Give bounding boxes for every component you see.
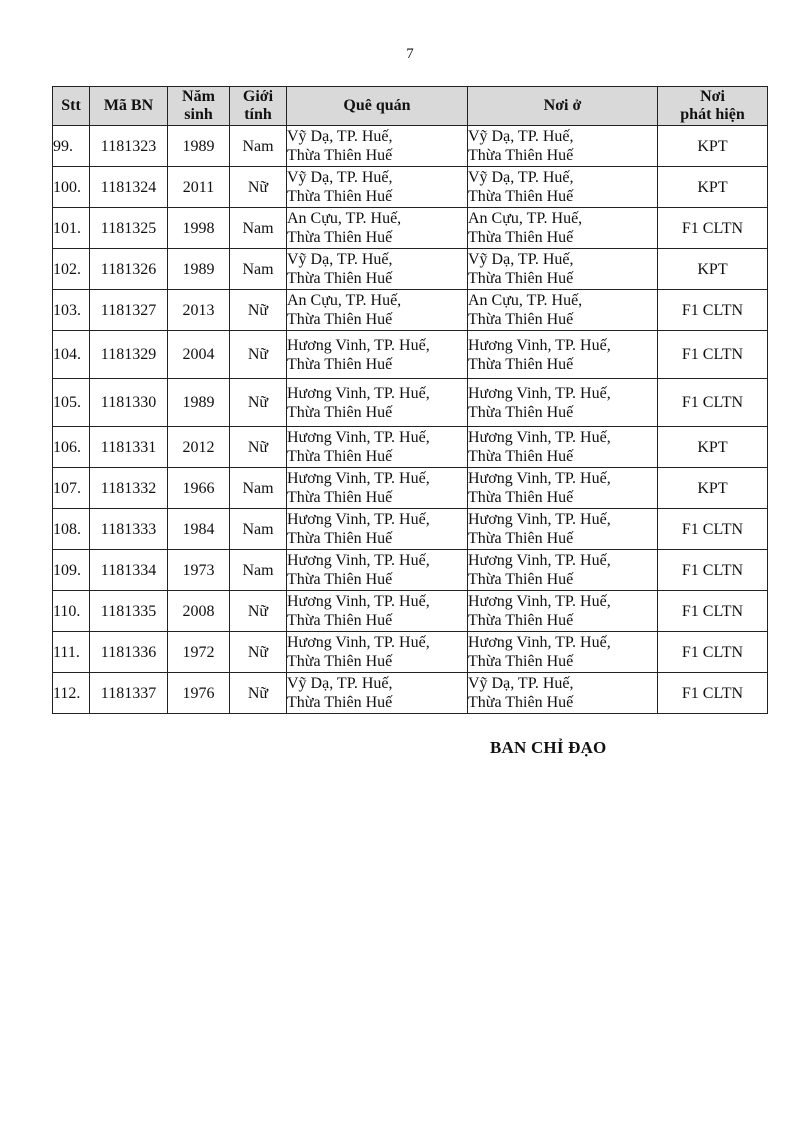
header-gioi-tinh-line1: Giới bbox=[242, 88, 274, 105]
cell-que-quan-line2: Thừa Thiên Huế bbox=[287, 147, 393, 164]
cell-nam-sinh: 1976 bbox=[168, 673, 230, 714]
cell-noi-o-line1: Hương Vinh, TP. Huế, bbox=[468, 336, 611, 354]
patient-table bbox=[52, 86, 768, 714]
cell-nam-sinh: 2012 bbox=[168, 427, 230, 468]
cell-stt: 106. bbox=[53, 427, 90, 468]
cell-que-quan bbox=[287, 427, 468, 468]
cell-stt: 111. bbox=[53, 632, 90, 673]
cell-stt: 102. bbox=[53, 249, 90, 290]
cell-nam-sinh: 1984 bbox=[168, 509, 230, 550]
cell-gioi-tinh: Nam bbox=[230, 208, 287, 249]
table-row bbox=[53, 249, 768, 290]
cell-gioi-tinh: Nữ bbox=[230, 167, 287, 208]
header-noi-phat-hien bbox=[658, 87, 768, 126]
cell-que-quan-line2: Thừa Thiên Huế bbox=[287, 448, 393, 465]
cell-noi-o-line2: Thừa Thiên Huế bbox=[468, 489, 574, 506]
cell-que-quan bbox=[287, 249, 468, 290]
cell-noi-o-line2: Thừa Thiên Huế bbox=[468, 147, 574, 164]
cell-que-quan-line2: Thừa Thiên Huế bbox=[287, 270, 393, 287]
signature-title: BAN CHỈ ĐẠO bbox=[490, 738, 607, 757]
cell-ma-bn: 1181324 bbox=[90, 167, 168, 208]
page-number: 7 bbox=[406, 46, 414, 62]
table-row bbox=[53, 126, 768, 167]
cell-noi-o-line1: An Cựu, TP. Huế, bbox=[468, 292, 583, 309]
cell-noi-o-line2: Thừa Thiên Huế bbox=[468, 229, 574, 246]
table-row bbox=[53, 468, 768, 509]
cell-noi-phat-hien: F1 CLTN bbox=[658, 208, 768, 249]
table-body bbox=[53, 126, 768, 714]
cell-nam-sinh: 1989 bbox=[168, 126, 230, 167]
cell-que-quan bbox=[287, 509, 468, 550]
cell-nam-sinh: 2004 bbox=[168, 331, 230, 379]
table-header-row bbox=[53, 87, 768, 126]
cell-noi-phat-hien: F1 CLTN bbox=[658, 509, 768, 550]
cell-noi-phat-hien: F1 CLTN bbox=[658, 632, 768, 673]
cell-que-quan bbox=[287, 167, 468, 208]
cell-noi-o bbox=[468, 249, 658, 290]
cell-que-quan bbox=[287, 290, 468, 331]
cell-noi-o-line1: Vỹ Dạ, TP. Huế, bbox=[468, 169, 574, 186]
cell-noi-o-line2: Thừa Thiên Huế bbox=[468, 530, 574, 547]
cell-que-quan-line2: Thừa Thiên Huế bbox=[287, 653, 393, 670]
header-ma-bn: Mã BN bbox=[90, 87, 168, 126]
cell-gioi-tinh: Nữ bbox=[230, 632, 287, 673]
cell-que-quan-line1: Hương Vinh, TP. Huế, bbox=[287, 593, 430, 610]
cell-nam-sinh: 2013 bbox=[168, 290, 230, 331]
cell-ma-bn: 1181333 bbox=[90, 509, 168, 550]
cell-noi-o-line1: Hương Vinh, TP. Huế, bbox=[468, 552, 611, 569]
cell-que-quan-line1: Hương Vinh, TP. Huế, bbox=[287, 470, 430, 487]
table-row bbox=[53, 167, 768, 208]
cell-noi-o-line1: Vỹ Dạ, TP. Huế, bbox=[468, 251, 574, 268]
cell-ma-bn: 1181335 bbox=[90, 591, 168, 632]
cell-que-quan-line1: Vỹ Dạ, TP. Huế, bbox=[287, 169, 393, 186]
header-noi-o: Nơi ở bbox=[468, 87, 658, 126]
table-row bbox=[53, 550, 768, 591]
cell-noi-phat-hien: KPT bbox=[658, 468, 768, 509]
cell-gioi-tinh: Nữ bbox=[230, 427, 287, 468]
cell-que-quan-line1: An Cựu, TP. Huế, bbox=[287, 210, 402, 227]
cell-que-quan-line1: Hương Vinh, TP. Huế, bbox=[287, 429, 430, 446]
cell-gioi-tinh: Nữ bbox=[230, 673, 287, 714]
header-gioi-tinh bbox=[230, 87, 287, 126]
table-row bbox=[53, 379, 768, 427]
cell-nam-sinh: 1989 bbox=[168, 379, 230, 427]
cell-que-quan-line2: Thừa Thiên Huế bbox=[287, 530, 393, 547]
cell-stt: 107. bbox=[53, 468, 90, 509]
cell-ma-bn: 1181331 bbox=[90, 427, 168, 468]
cell-gioi-tinh: Nam bbox=[230, 249, 287, 290]
cell-gioi-tinh: Nam bbox=[230, 468, 287, 509]
cell-stt: 99. bbox=[53, 126, 90, 167]
cell-noi-o bbox=[468, 331, 658, 379]
cell-que-quan bbox=[287, 331, 468, 379]
cell-stt: 108. bbox=[53, 509, 90, 550]
cell-ma-bn: 1181325 bbox=[90, 208, 168, 249]
cell-que-quan-line2: Thừa Thiên Huế bbox=[287, 311, 393, 328]
cell-noi-phat-hien: F1 CLTN bbox=[658, 290, 768, 331]
cell-noi-phat-hien: F1 CLTN bbox=[658, 591, 768, 632]
cell-gioi-tinh: Nữ bbox=[230, 290, 287, 331]
cell-stt: 100. bbox=[53, 167, 90, 208]
cell-que-quan-line2: Thừa Thiên Huế bbox=[287, 355, 393, 373]
cell-ma-bn: 1181330 bbox=[90, 379, 168, 427]
cell-noi-o-line1: An Cựu, TP. Huế, bbox=[468, 210, 583, 227]
cell-noi-phat-hien: F1 CLTN bbox=[658, 673, 768, 714]
cell-que-quan-line1: Vỹ Dạ, TP. Huế, bbox=[287, 251, 393, 268]
cell-que-quan-line2: Thừa Thiên Huế bbox=[287, 694, 393, 711]
cell-noi-o-line2: Thừa Thiên Huế bbox=[468, 311, 574, 328]
cell-noi-o bbox=[468, 167, 658, 208]
cell-que-quan bbox=[287, 632, 468, 673]
cell-noi-o-line1: Hương Vinh, TP. Huế, bbox=[468, 593, 611, 610]
cell-gioi-tinh: Nữ bbox=[230, 331, 287, 379]
cell-nam-sinh: 1973 bbox=[168, 550, 230, 591]
cell-que-quan-line1: Hương Vinh, TP. Huế, bbox=[287, 552, 430, 569]
cell-nam-sinh: 2011 bbox=[168, 167, 230, 208]
cell-noi-phat-hien: F1 CLTN bbox=[658, 550, 768, 591]
cell-que-quan-line1: Hương Vinh, TP. Huế, bbox=[287, 336, 430, 354]
cell-que-quan bbox=[287, 126, 468, 167]
cell-noi-o bbox=[468, 208, 658, 249]
cell-que-quan bbox=[287, 208, 468, 249]
cell-noi-o bbox=[468, 379, 658, 427]
header-nam-sinh bbox=[168, 87, 230, 126]
cell-ma-bn: 1181323 bbox=[90, 126, 168, 167]
cell-gioi-tinh: Nam bbox=[230, 509, 287, 550]
cell-que-quan-line2: Thừa Thiên Huế bbox=[287, 612, 393, 629]
cell-que-quan-line2: Thừa Thiên Huế bbox=[287, 188, 393, 205]
cell-stt: 112. bbox=[53, 673, 90, 714]
cell-stt: 103. bbox=[53, 290, 90, 331]
cell-noi-o-line2: Thừa Thiên Huế bbox=[468, 448, 574, 465]
cell-que-quan bbox=[287, 591, 468, 632]
cell-que-quan-line1: Vỹ Dạ, TP. Huế, bbox=[287, 128, 393, 145]
cell-noi-o-line2: Thừa Thiên Huế bbox=[468, 653, 574, 670]
cell-noi-o-line2: Thừa Thiên Huế bbox=[468, 188, 574, 205]
cell-noi-o-line2: Thừa Thiên Huế bbox=[468, 612, 574, 629]
cell-que-quan bbox=[287, 379, 468, 427]
table-row bbox=[53, 591, 768, 632]
header-noi-phat-hien-line2: phát hiện bbox=[680, 106, 745, 123]
header-noi-phat-hien-line1: Nơi bbox=[700, 88, 725, 105]
cell-noi-o-line2: Thừa Thiên Huế bbox=[468, 571, 574, 588]
cell-gioi-tinh: Nữ bbox=[230, 379, 287, 427]
cell-noi-o-line2: Thừa Thiên Huế bbox=[468, 355, 574, 373]
header-que-quan: Quê quán bbox=[287, 87, 468, 126]
cell-ma-bn: 1181329 bbox=[90, 331, 168, 379]
cell-que-quan-line1: Vỹ Dạ, TP. Huế, bbox=[287, 675, 393, 692]
cell-que-quan bbox=[287, 673, 468, 714]
header-gioi-tinh-line2: tính bbox=[244, 106, 272, 123]
cell-que-quan bbox=[287, 468, 468, 509]
cell-noi-o bbox=[468, 290, 658, 331]
cell-ma-bn: 1181337 bbox=[90, 673, 168, 714]
cell-noi-o bbox=[468, 468, 658, 509]
cell-ma-bn: 1181336 bbox=[90, 632, 168, 673]
cell-noi-o bbox=[468, 632, 658, 673]
cell-que-quan-line2: Thừa Thiên Huế bbox=[287, 571, 393, 588]
cell-stt: 105. bbox=[53, 379, 90, 427]
cell-noi-o bbox=[468, 673, 658, 714]
table-row bbox=[53, 632, 768, 673]
cell-noi-o bbox=[468, 509, 658, 550]
cell-noi-o-line1: Hương Vinh, TP. Huế, bbox=[468, 634, 611, 651]
cell-nam-sinh: 1972 bbox=[168, 632, 230, 673]
cell-noi-o-line1: Hương Vinh, TP. Huế, bbox=[468, 470, 611, 487]
cell-noi-phat-hien: KPT bbox=[658, 126, 768, 167]
cell-ma-bn: 1181326 bbox=[90, 249, 168, 290]
cell-noi-phat-hien: F1 CLTN bbox=[658, 331, 768, 379]
cell-stt: 104. bbox=[53, 331, 90, 379]
cell-noi-o-line1: Vỹ Dạ, TP. Huế, bbox=[468, 128, 574, 145]
cell-noi-o-line1: Hương Vinh, TP. Huế, bbox=[468, 511, 611, 528]
cell-que-quan-line1: An Cựu, TP. Huế, bbox=[287, 292, 402, 309]
cell-gioi-tinh: Nữ bbox=[230, 591, 287, 632]
cell-nam-sinh: 1998 bbox=[168, 208, 230, 249]
cell-noi-phat-hien: KPT bbox=[658, 249, 768, 290]
header-nam-sinh-line2: sinh bbox=[184, 106, 213, 123]
table-row bbox=[53, 427, 768, 468]
cell-noi-phat-hien: F1 CLTN bbox=[658, 379, 768, 427]
table-row bbox=[53, 673, 768, 714]
cell-nam-sinh: 1966 bbox=[168, 468, 230, 509]
cell-stt: 110. bbox=[53, 591, 90, 632]
cell-noi-phat-hien: KPT bbox=[658, 167, 768, 208]
cell-ma-bn: 1181332 bbox=[90, 468, 168, 509]
cell-que-quan bbox=[287, 550, 468, 591]
cell-que-quan-line2: Thừa Thiên Huế bbox=[287, 403, 393, 421]
cell-que-quan-line1: Hương Vinh, TP. Huế, bbox=[287, 634, 430, 651]
table-row bbox=[53, 509, 768, 550]
table-row bbox=[53, 208, 768, 249]
cell-noi-o-line2: Thừa Thiên Huế bbox=[468, 403, 574, 421]
cell-noi-phat-hien: KPT bbox=[658, 427, 768, 468]
cell-noi-o-line1: Vỹ Dạ, TP. Huế, bbox=[468, 675, 574, 692]
cell-gioi-tinh: Nam bbox=[230, 550, 287, 591]
cell-que-quan-line2: Thừa Thiên Huế bbox=[287, 229, 393, 246]
cell-stt: 101. bbox=[53, 208, 90, 249]
cell-noi-o bbox=[468, 591, 658, 632]
table-row bbox=[53, 331, 768, 379]
cell-nam-sinh: 1989 bbox=[168, 249, 230, 290]
cell-nam-sinh: 2008 bbox=[168, 591, 230, 632]
cell-ma-bn: 1181327 bbox=[90, 290, 168, 331]
cell-que-quan-line2: Thừa Thiên Huế bbox=[287, 489, 393, 506]
cell-noi-o-line2: Thừa Thiên Huế bbox=[468, 694, 574, 711]
table-row bbox=[53, 290, 768, 331]
cell-que-quan-line1: Hương Vinh, TP. Huế, bbox=[287, 384, 430, 402]
cell-noi-o bbox=[468, 427, 658, 468]
cell-stt: 109. bbox=[53, 550, 90, 591]
header-stt: Stt bbox=[53, 87, 90, 126]
cell-que-quan-line1: Hương Vinh, TP. Huế, bbox=[287, 511, 430, 528]
cell-noi-o-line1: Hương Vinh, TP. Huế, bbox=[468, 429, 611, 446]
cell-ma-bn: 1181334 bbox=[90, 550, 168, 591]
cell-noi-o-line1: Hương Vinh, TP. Huế, bbox=[468, 384, 611, 402]
header-nam-sinh-line1: Năm bbox=[182, 88, 215, 105]
cell-noi-o-line2: Thừa Thiên Huế bbox=[468, 270, 574, 287]
cell-noi-o bbox=[468, 126, 658, 167]
cell-noi-o bbox=[468, 550, 658, 591]
cell-gioi-tinh: Nam bbox=[230, 126, 287, 167]
